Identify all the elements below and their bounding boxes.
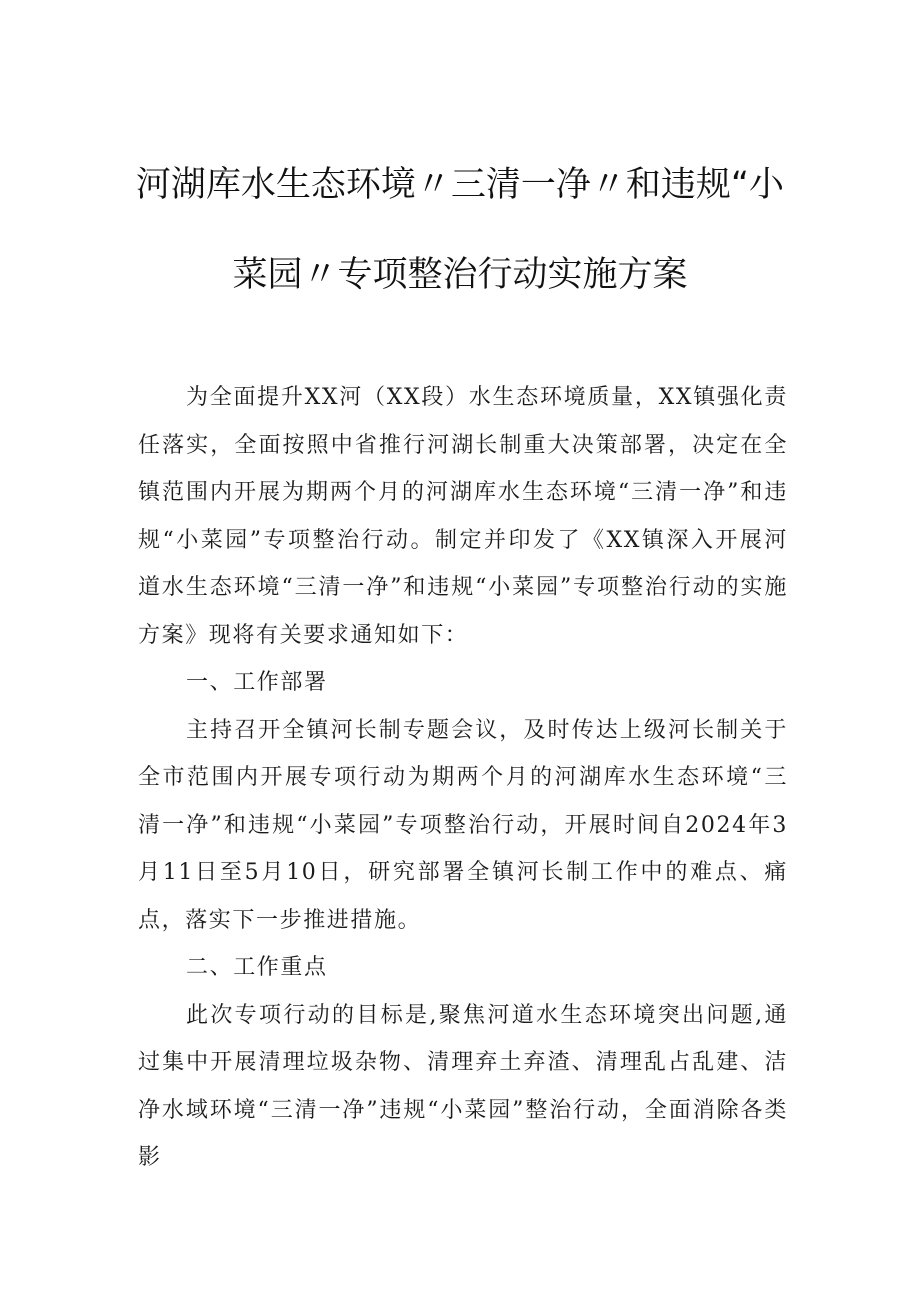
document-body [138, 374, 788, 1182]
section-heading-focus: 二、工作重点 [186, 955, 328, 980]
deployment-paragraph: 主持召开全镇河长制专题会议，及时传达上级河长制关于全市范围内开展专项行动为期两个月的河湖库水生态环境“三清一净”和违规“小菜园”专项整治行动，开展时间自2024年3月11日至5月10日，研究部署全镇河长制工作中的难点、痛点，落实下一步推进措施。 [138, 717, 788, 933]
intro-paragraph: 为全面提升XX河（XX段）水生态环境质量，XX镇强化责任落实，全面按照中省推行河湖长制重大决策部署，决定在全镇范围内开展为期两个月的河湖库水生态环境“三清一净”和违规“小菜园”专项整治行动。制定并印发了《XX镇深入开展河道水生态环境“三清一净”和违规“小菜园”专项整治行动的实施方案》现将有关要求通知如下： [138, 385, 788, 648]
document-title [110, 140, 810, 320]
title-line-1: 河湖库水生态环境〃三清一净〃和违规“小 [135, 165, 785, 205]
focus-paragraph: 此次专项行动的目标是,聚焦河道水生态环境突出问题,通过集中开展清理垃圾杂物、清理弃土弃渣、清理乱占乱建、洁净水域环境“三清一净”违规“小菜园”整治行动，全面消除各类影 [138, 1002, 788, 1170]
title-line-2: 菜园〃专项整治行动实施方案 [232, 255, 688, 295]
section-heading-deployment: 一、工作部署 [186, 670, 328, 695]
